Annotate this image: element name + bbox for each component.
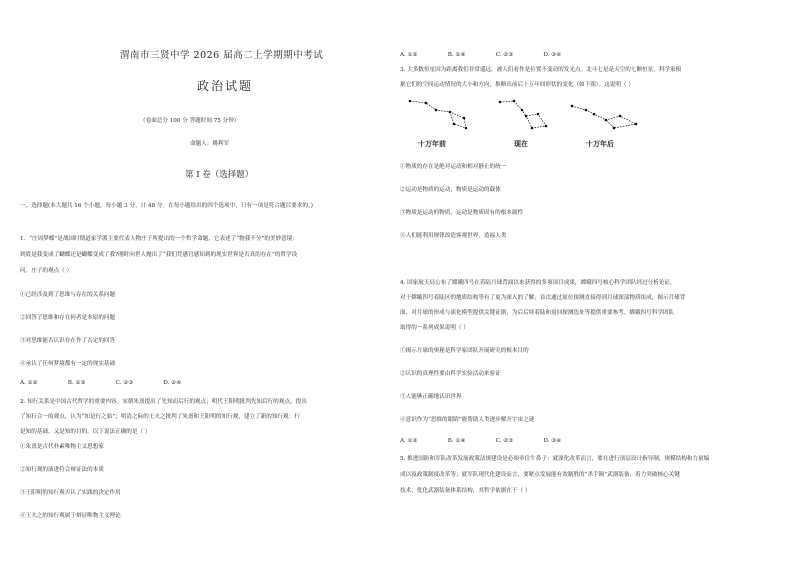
q3-line1: 3. 大多数恒星因为距离我们非常遥远，被人们看作是位置不变动的发光点。北斗七星是天空的七颗恒星，科学家根 xyxy=(400,67,682,73)
star-dot xyxy=(571,105,574,108)
star-dot xyxy=(531,127,534,130)
q2-option-3: ③王阳明的知行观否认了实践的决定作用 xyxy=(20,490,121,496)
star-dot xyxy=(635,123,638,126)
star-dot xyxy=(605,119,608,122)
star-dot xyxy=(513,100,516,103)
q2-option-2: ②知行观的演进符合辩证法的本质 xyxy=(20,467,104,473)
q2-line3: 是知的基础，又是知的目的。以下说法正确的是（ ） xyxy=(20,429,151,435)
q5-line1: 5. 推进国防和军队改革发展政策法规建设是必须牵住牛鼻子：就深化改革而言，要在进行顶层设计指导制，规模结构和力量编 xyxy=(400,456,710,462)
q2-choice-b[interactable]: B. ①④ xyxy=(447,52,466,58)
q4-line4: 取得的一系列成果说明（ ） xyxy=(400,325,469,331)
exam-meta: （卷面总分 100 分 答题时间 75 分钟） xyxy=(140,118,240,124)
star-dot xyxy=(521,109,524,112)
q2-choice-a[interactable]: A. ①② xyxy=(400,52,418,58)
star-dot xyxy=(525,115,528,118)
q2-option-1: ①朱熹是古代朴素唯物主义思想家 xyxy=(20,444,104,450)
q1-option-2: ②回答了思维和存在何者是本原的问题 xyxy=(20,315,116,321)
q4-option-1: ①揭示月球的奥秘是科学家团队开展研究的根本目的 xyxy=(400,348,529,354)
instruction: 一、选择题(本大题共 16 个小题，每小题 3 分，计 48 分。在每小题给出的四个选项中，只有一项是符合题目要求的。) xyxy=(20,203,313,209)
q5-line3: 技术，优化武器装备体系结构，其哲学依据在于（ ） xyxy=(400,488,531,494)
star-dot xyxy=(593,113,596,116)
q4-choice-a[interactable]: A. ①② xyxy=(400,438,418,444)
q3-line2: 据它们的空间运动情况的大小和方向，推断出前后十万年间形状的变化（如下图）。这说明（ ） xyxy=(400,82,634,88)
q4-option-3: ③人能够正确地认识世界 xyxy=(400,394,462,400)
star-dot xyxy=(425,102,428,105)
q4-choice-c[interactable]: C. ②③ xyxy=(495,438,514,444)
star-dot xyxy=(435,109,438,112)
section-title: 第 I 卷（选择题） xyxy=(185,170,254,180)
q1-line1: 1．“庄周梦蝶”是战国时期道家学派主要代表人物庄子所提出的一个哲学命题，它表述了“物我不分”的美妙意境： xyxy=(20,236,298,242)
q4-choices xyxy=(400,438,589,445)
caption-future: 十万年后 xyxy=(586,139,614,148)
q1-line2: 到底是我变成了蝴蝶还是蝴蝶变成了我?刚时向世人抛出了“我们凭感官感知到的现实世界是否真的存在”的哲学设 xyxy=(20,252,298,258)
exam-author: 命题人：姚利军 xyxy=(190,141,230,147)
star-dot xyxy=(585,109,588,112)
q4-choice-b[interactable]: B. ①④ xyxy=(447,438,466,444)
q1-choice-a[interactable]: A. ①② xyxy=(20,380,38,386)
caption-now: 现在 xyxy=(514,139,528,148)
q2-choices xyxy=(400,52,589,59)
q4-line2: 对于嫦娥四号着陆区的地质结构等有了更为深入的了解，首次通过原位探测直接得到月球深部物质组成，揭示月球背 xyxy=(400,295,686,301)
q1-option-4: ④承认了任何梦境都有一定的现实基础 xyxy=(20,361,116,367)
star-dot xyxy=(613,127,616,130)
star-dot xyxy=(499,101,502,104)
q5-line2: 成以及政策制度改革等；就军队现代化建设而言，要紧点发展能有效制胜的“杀手锏”武器装备，着力突破核心关键 xyxy=(400,472,680,478)
q1-choice-d[interactable]: D. ②④ xyxy=(163,380,182,386)
star-dot xyxy=(537,113,540,116)
q4-option-2: ②认识的真理性要由科学实验活动来验证 xyxy=(400,371,501,377)
q1-option-3: ③对思维能否认识存在作了否定的回答 xyxy=(20,338,116,344)
q4-choice-d[interactable]: D. ③④ xyxy=(543,438,562,444)
star-dot xyxy=(465,127,468,130)
q1-choices xyxy=(20,380,209,387)
star-dot xyxy=(453,123,456,126)
star-dot xyxy=(463,117,466,120)
exam-title: 渭南市三贤中学 2026 届高二上学期期中考试 xyxy=(120,50,324,61)
q3-option-2: ②运动是物质的运动，物质是运动的载体 xyxy=(400,187,501,193)
q4-option-4: ④意识作为“思维的眼睛”能帮助人类逐步解开宇宙之谜 xyxy=(400,417,535,423)
star-dot xyxy=(545,125,548,128)
star-dot xyxy=(619,115,622,118)
q1-choice-b[interactable]: B. ①③ xyxy=(67,380,86,386)
q3-option-1: ①物质的存在是绝对运动和相对静止的统一 xyxy=(400,164,507,170)
q4-line1: 4. 国家航天局公布了嫦娥四号在着陆月球背面以来获得的多项项目成果，嫦娥四号核心科学团队经过分析论证， xyxy=(400,280,676,286)
star-dot xyxy=(409,100,412,103)
q2-choice-c[interactable]: C. ②③ xyxy=(495,52,514,58)
q2-line1: 2. 知行关系是中国古代哲学的重要内容。宋朝朱熹提出了先知而后行的观点；明代王阳明批判先知后行的观点，提出 xyxy=(20,399,307,405)
q3-option-3: ③物质是运动的物质，运动是物质固有的根本属性 xyxy=(400,210,524,216)
subject-title: 政治试题 xyxy=(197,79,254,93)
q2-line2: 了知行合一的观点，认为“知是行之始”；明清之际的王夫之批判了朱熹和王阳明的知行观，建立了新的知行观：行 xyxy=(20,414,300,420)
dipper-future-shape xyxy=(572,106,636,128)
q1-option-1: ①已经涉及到了思维与存在的关系问题 xyxy=(20,292,116,298)
q1-choice-c[interactable]: C. ②③ xyxy=(115,380,134,386)
caption-past: 十万年前 xyxy=(418,139,446,148)
star-dot xyxy=(449,111,452,114)
q2-option-4: ④王夫之的知行观属于辩证唯物主义理论 xyxy=(20,513,121,519)
q2-choice-d[interactable]: D. ③④ xyxy=(543,52,562,58)
q3-option-4: ④人们能利用规律改造客观世界，造福人类 xyxy=(400,233,507,239)
dipper-past-shape xyxy=(410,101,466,128)
q4-line3: 面，对月球的形成与演化模型提供关键证据，为后后续着陆和返回探测选址等提供重要参考。嫦娥四号科学团队 xyxy=(400,310,675,316)
q1-line3: 问。庄子的观点（ ） xyxy=(20,268,73,274)
